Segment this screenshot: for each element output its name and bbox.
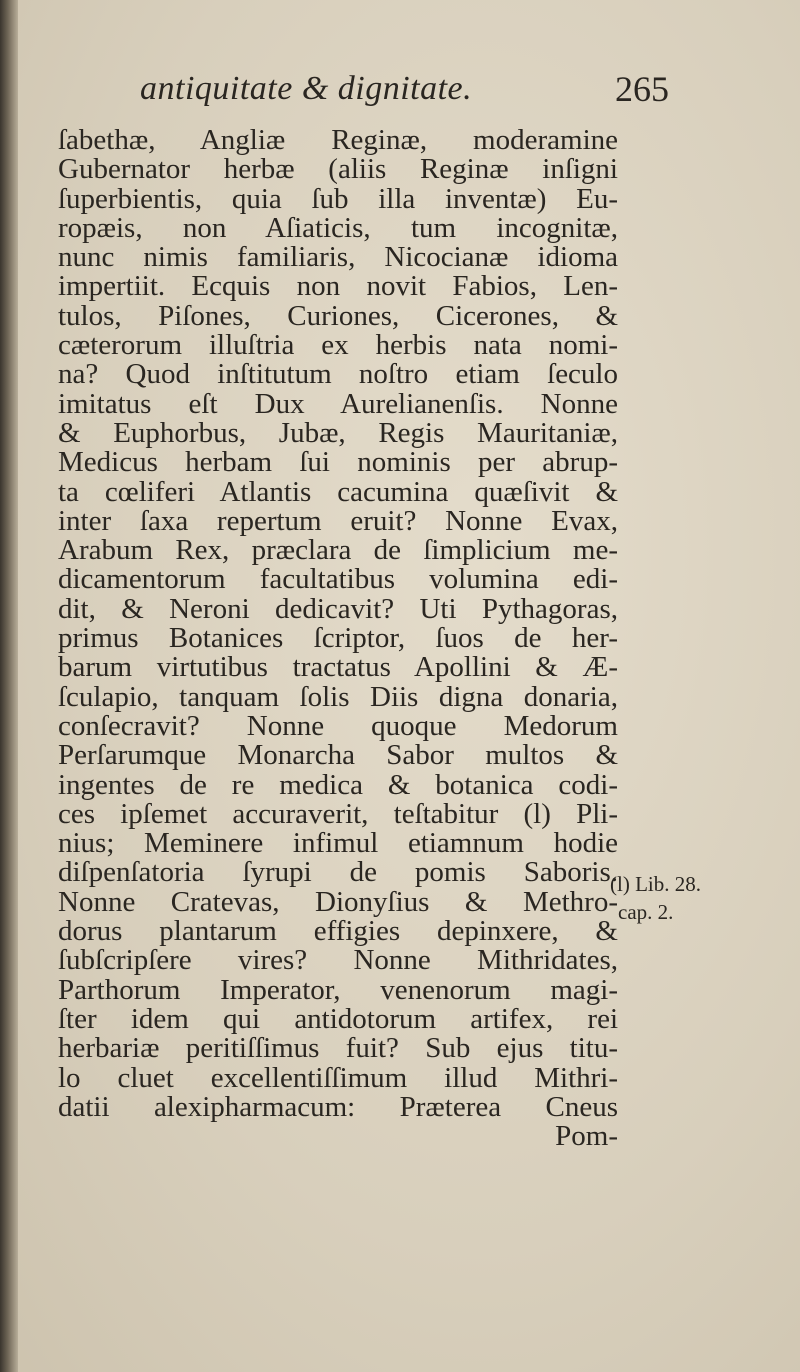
- text-line: tulos, Piſones, Curiones, Cicerones, &: [58, 299, 618, 332]
- text-line: dicamentorum facultatibus volumina edi-: [58, 563, 618, 596]
- text-line: ſabethæ, Angliæ Reginæ, moderamine: [58, 124, 618, 156]
- text-line: conſecravit? Nonne quoque Medorum: [58, 709, 618, 742]
- margin-note-chapter: cap. 2.: [618, 900, 674, 924]
- text-line: Pom-: [555, 1120, 618, 1153]
- text-line: ropæis, non Aſiaticis, tum incognitæ,: [58, 211, 618, 244]
- text-line: nunc nimis familiaris, Nicocianæ idioma: [58, 241, 618, 274]
- text-line: nius; Meminere infimul etiamnum hodie: [58, 827, 618, 860]
- text-line: Nonne Cratevas, Dionyſius & Methro-: [58, 885, 618, 918]
- text-line: imitatus eſt Dux Aurelianenſis. Nonne: [58, 387, 618, 420]
- text-line: ta cœliferi Atlantis cacumina quæſivit &: [58, 475, 618, 508]
- text-line: Gubernator herbæ (aliis Reginæ inſigni: [58, 153, 618, 186]
- text-line: inter ſaxa repertum eruit? Nonne Evax,: [58, 504, 618, 537]
- text-line: & Euphorbus, Jubæ, Regis Mauritaniæ,: [58, 416, 618, 449]
- text-line: na? Quod inſtitutum noſtro etiam ſeculo: [58, 358, 618, 391]
- page-number: 265: [615, 69, 669, 109]
- text-line: ſuperbientis, quia ſub illa inventæ) Eu-: [58, 182, 618, 215]
- text-line: cæterorum illuſtria ex herbis nata nomi-: [58, 329, 618, 362]
- running-head: antiquitate & dignitate.: [140, 70, 473, 107]
- text-line: ſubſcripſere vires? Nonne Mithridates,: [58, 944, 618, 977]
- text-line: dit, & Neroni dedicavit? Uti Pythagoras,: [58, 592, 618, 625]
- text-line: ingentes de re medica & botanica codi-: [58, 768, 618, 801]
- text-line: Arabum Rex, præclara de ſimplicium me-: [58, 534, 618, 567]
- text-line: ſculapio, tanquam ſolis Diis digna donaria,: [58, 680, 618, 713]
- body-text: [58, 126, 618, 1151]
- text-line: ces ipſemet accuraverit, teſtabitur (l) Pli-: [58, 797, 618, 830]
- margin-note-reference: (l) Lib. 28.: [610, 872, 701, 896]
- text-line: Medicus herbam ſui nominis per abrup-: [58, 446, 618, 479]
- text-line: Parthorum Imperator, venenorum magi-: [58, 973, 618, 1006]
- text-line: impertiit. Ecquis non novit Fabios, Len-: [58, 270, 618, 303]
- text-line: datii alexipharmacum: Præterea Cneus: [58, 1090, 618, 1123]
- text-line: lo cluet excellentiſſimum illud Mithri-: [58, 1061, 618, 1094]
- text-line: herbariæ peritiſſimus fuit? Sub ejus titu-: [58, 1032, 618, 1065]
- text-line: diſpenſatoria ſyrupi de pomis Saboris.: [58, 856, 618, 889]
- text-line: Perſarumque Monarcha Sabor multos &: [58, 739, 618, 772]
- text-line: ſter idem qui antidotorum artifex, rei: [58, 1002, 618, 1035]
- text-line: primus Botanices ſcriptor, ſuos de her-: [58, 622, 618, 655]
- book-spine-shadow: [0, 0, 18, 1372]
- text-line: barum virtutibus tractatus Apollini & Æ-: [58, 651, 618, 684]
- page-header: [140, 70, 700, 110]
- text-line: dorus plantarum effigies depinxere, &: [58, 915, 618, 948]
